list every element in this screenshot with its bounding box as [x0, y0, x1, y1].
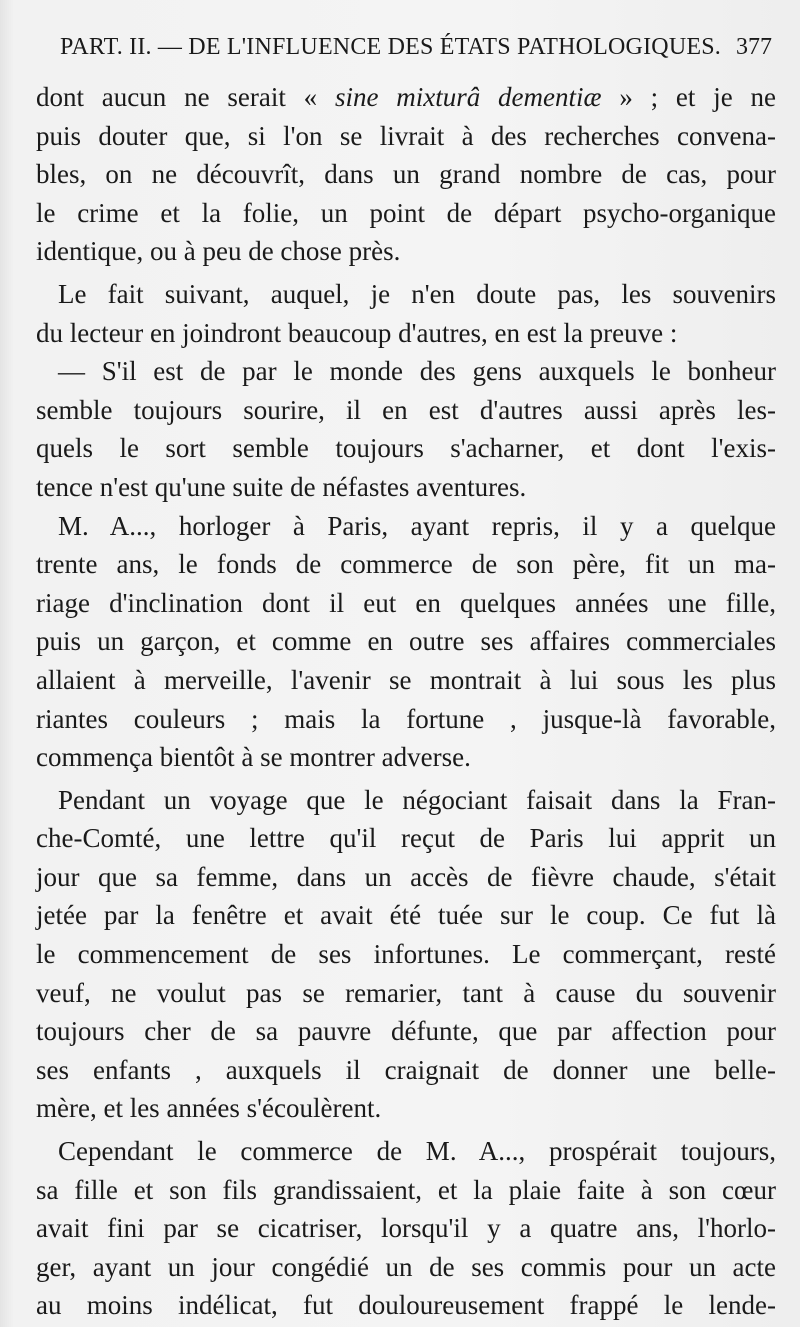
text-line-26: ses enfants , auxquels il craignait de donner une belle-	[36, 1054, 776, 1085]
text-line-29: sa fille et son fils grandissaient, et la plaie faite à son cœur	[36, 1174, 776, 1205]
text-line-21: jour que sa femme, dans un accès de fièvre chaude, s'était	[36, 861, 776, 892]
page-header	[0, 30, 800, 66]
line-1-after: » ; et je ne	[601, 82, 776, 112]
text-line-19: Pendant un voyage que le négociant faisait dans la Fran-	[58, 784, 776, 815]
running-head: PART. II. — DE L'INFLUENCE DES ÉTATS PATHOLOGIQUES.	[60, 34, 721, 60]
text-line-18: commença bientôt à se montrer adverse.	[36, 742, 471, 773]
text-line-30: avait fini par se cicatriser, lorsqu'il y a quatre ans, l'horlo-	[36, 1213, 776, 1244]
text-line-12: M. A..., horloger à Paris, ayant repris, il y a quelque	[58, 510, 776, 541]
text-line-3: bles, on ne découvrît, dans un grand nombre de cas, pour	[36, 159, 776, 190]
text-line-22: jetée par la fenêtre et avait été tuée sur le coup. Ce fut là	[36, 900, 776, 931]
text-line-25: toujours cher de sa pauvre défunte, que par affection pour	[36, 1016, 776, 1047]
page-number: 377	[736, 34, 772, 60]
text-line-14: riage d'inclination dont il eut en quelques années une fille,	[36, 587, 776, 618]
text-line-8: — S'il est de par le monde des gens auxquels le bonheur	[58, 356, 776, 387]
text-line-16: allaient à merveille, l'avenir se montrait à lui sous les plus	[36, 664, 776, 695]
text-line-10: quels le sort semble toujours s'acharner, et dont l'exis-	[36, 433, 776, 464]
text-line-20: che-Comté, une lettre qu'il reçut de Paris lui apprit un	[36, 823, 776, 854]
line-1-before: dont aucun ne serait «	[36, 82, 335, 112]
text-line-15: puis un garçon, et comme en outre ses affaires commerciales	[36, 626, 776, 657]
text-line-24: veuf, ne voulut pas se remarier, tant à cause du souvenir	[36, 977, 776, 1008]
text-line-9: semble toujours sourire, il en est d'autres aussi après les-	[36, 394, 776, 425]
text-line-28: Cependant le commerce de M. A..., prospérait toujours,	[58, 1136, 776, 1167]
text-line-4: le crime et la folie, un point de départ psycho-organique	[36, 197, 776, 228]
text-line-17: riantes couleurs ; mais la fortune , jusque-là favorable,	[36, 703, 776, 734]
body-text	[36, 78, 776, 1325]
text-line-13: trente ans, le fonds de commerce de son père, fit un ma-	[36, 549, 776, 580]
text-line-2: puis douter que, si l'on se livrait à des recherches convena-	[36, 120, 776, 151]
text-line-5: identique, ou à peu de chose près.	[36, 236, 401, 267]
text-line-6: Le fait suivant, auquel, je n'en doute pas, les souvenirs	[58, 278, 776, 309]
text-line-32: au moins indélicat, fut douloureusement frappé le lende-	[36, 1290, 776, 1321]
text-line-31: ger, ayant un jour congédié un de ses commis pour un acte	[36, 1251, 776, 1282]
text-line-27: mère, et les années s'écoulèrent.	[36, 1093, 382, 1124]
text-line-1	[36, 78, 776, 117]
text-line-7: du lecteur en joindront beaucoup d'autres, en est la preuve :	[36, 317, 678, 348]
text-line-11: tence n'est qu'une suite de néfastes aventures.	[36, 471, 527, 502]
latin-phrase: sine mixturâ dementiæ	[334, 82, 602, 112]
text-line-23: le commencement de ses infortunes. Le commerçant, resté	[36, 939, 776, 970]
